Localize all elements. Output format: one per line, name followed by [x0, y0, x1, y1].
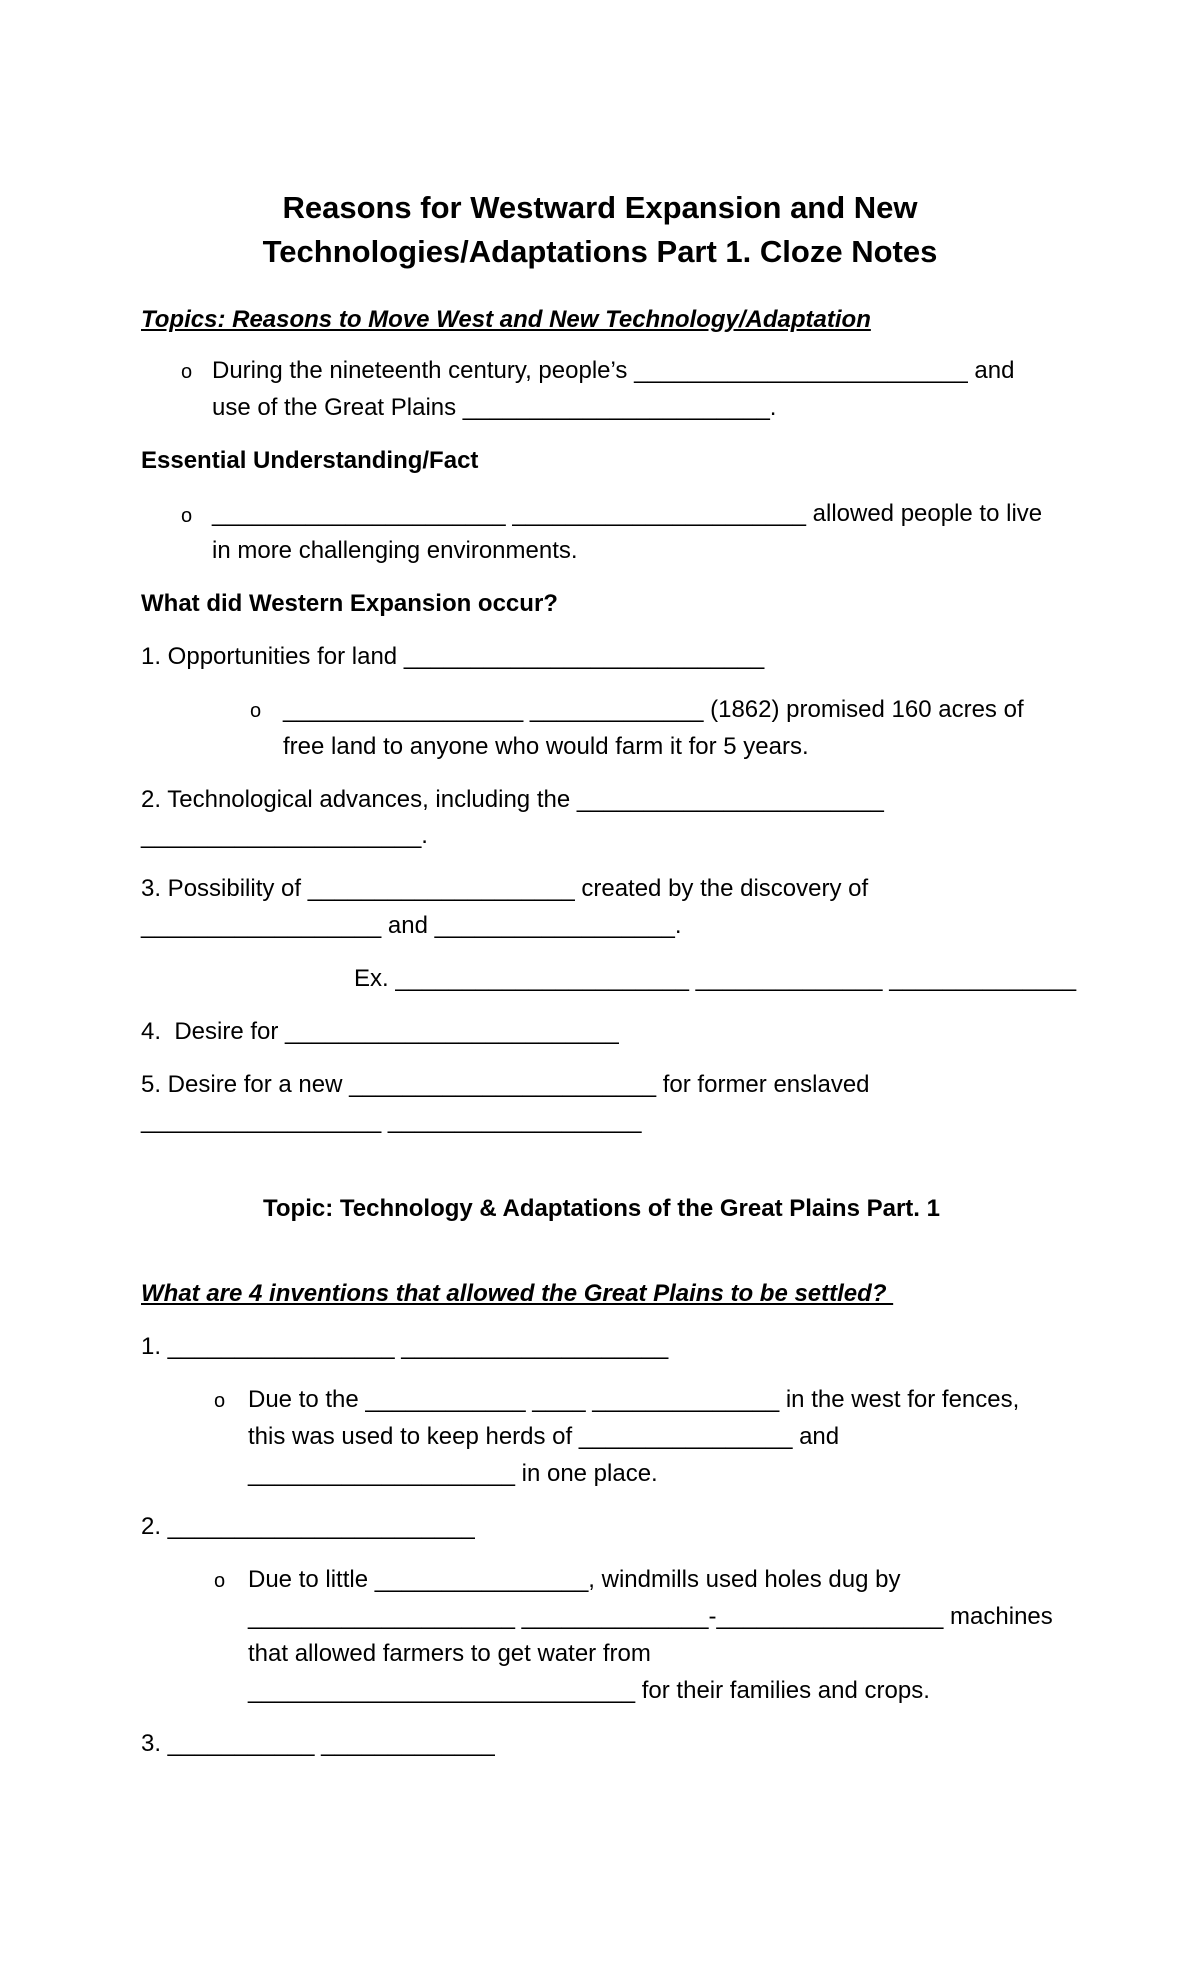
invention-1-sub-line-2: this was used to keep herds of ________________ and [248, 1423, 840, 1450]
reason-1-sub-line-2: free land to anyone who would farm it for 5 years. [283, 733, 809, 760]
reason-5-line-2: __________________ ___________________ [141, 1107, 642, 1134]
reason-2-line-2: _____________________. [141, 822, 428, 849]
reason-4: 4. Desire for _________________________ [141, 1018, 619, 1045]
inventions-question-heading: What are 4 inventions that allowed the Great Plains to be settled? [141, 1280, 894, 1307]
invention-1-sub-line-1: Due to the ____________ ____ ______________ in the west for fences, [248, 1386, 1020, 1413]
bullet-marker: o [214, 1570, 226, 1592]
topics-heading: Topics: Reasons to Move West and New Technology/Adaptation [141, 306, 871, 333]
reason-3-example: Ex. ______________________ ______________ ______________ [354, 965, 1077, 992]
invention-2-sub-line-3: that allowed farmers to get water from [248, 1640, 651, 1667]
reason-1: 1. Opportunities for land ___________________________ [141, 643, 765, 670]
reason-5-line-1: 5. Desire for a new _______________________ for former enslaved [141, 1071, 870, 1098]
bullet-marker: o [214, 1390, 226, 1412]
reason-1-sub-line-1: __________________ _____________ (1862) promised 160 acres of [283, 696, 1024, 723]
invention-2-sub-line-4: _____________________________ for their families and crops. [248, 1677, 930, 1704]
reason-3-line-2: __________________ and __________________. [141, 912, 682, 939]
reason-3-line-1: 3. Possibility of ____________________ created by the discovery of [141, 875, 869, 902]
invention-2-sub-line-1: Due to little ________________, windmills used holes dug by [248, 1566, 901, 1593]
bullet-marker: o [181, 505, 193, 527]
cloze-item-1-line-2: use of the Great Plains _______________________. [212, 394, 777, 421]
cloze-item-2-line-1: ______________________ ______________________ allowed people to live [212, 500, 1043, 527]
bullet-marker: o [181, 361, 193, 383]
invention-1-sub-line-3: ____________________ in one place. [248, 1460, 658, 1487]
invention-1: 1. _________________ ____________________ [141, 1333, 669, 1360]
bullet-marker: o [250, 700, 262, 722]
technology-topic-heading: Topic: Technology & Adaptations of the Great Plains Part. 1 [263, 1195, 940, 1222]
invention-2-sub-line-2: ____________________ ______________-_________________ machines [248, 1603, 1053, 1630]
title-line-2: Technologies/Adaptations Part 1. Cloze Notes [262, 234, 938, 269]
reason-2-line-1: 2. Technological advances, including the _______________________ [141, 786, 884, 813]
expansion-question-heading: What did Western Expansion occur? [141, 590, 558, 617]
invention-3: 3. ___________ _____________ [141, 1730, 495, 1757]
cloze-item-1-line-1: During the nineteenth century, people’s _________________________ and [212, 357, 1015, 384]
invention-2: 2. _______________________ [141, 1513, 475, 1540]
essential-understanding-heading: Essential Understanding/Fact [141, 447, 479, 474]
title-line-1: Reasons for Westward Expansion and New [282, 190, 918, 225]
cloze-item-2-line-2: in more challenging environments. [212, 537, 578, 564]
